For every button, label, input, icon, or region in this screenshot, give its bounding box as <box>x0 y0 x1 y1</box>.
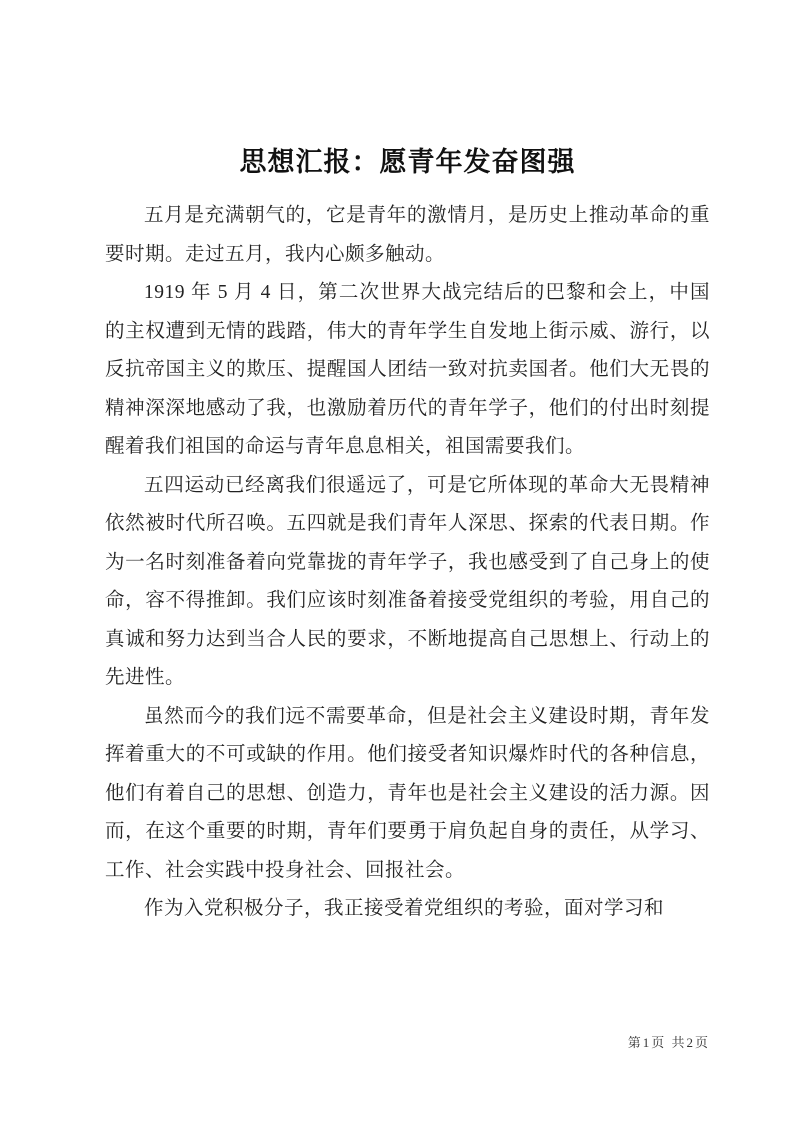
paragraph: 1919 年 5 月 4 日，第二次世界大战完结后的巴黎和会上，中国的主权遭到无情的践踏，伟大的青年学生自发地上街示威、游行，以反抗帝国主义的欺压、提醒国人团结一致对抗卖国者。他们大无畏的精神深深地感动了我，也激励着历代的青年学子，他们的付出时刻提醒着我们祖国的命运与青年息息相关，祖国需要我们。 <box>105 282 710 457</box>
paragraph: 五四运动已经离我们很遥远了，可是它所体现的革命大无畏精神依然被时代所召唤。五四就是我们青年人深思、探索的代表日期。作为一名时刻准备着向党靠拢的青年学子，我也感受到了自己身上的使命，容不得推卸。我们应该时刻准备着接受党组织的考验，用自己的真诚和努力达到当合人民的要求，不断地提高自己思想上、行动上的先进性。 <box>105 474 710 688</box>
paragraph: 作为入党积极分子，我正接受着党组织的考验，面对学习和 <box>144 898 665 919</box>
page-title: 思想汇报：愿青年发奋图强 <box>239 147 576 177</box>
document-content <box>105 140 710 929</box>
paragraph: 虽然而今的我们远不需要革命，但是社会主义建设时期，青年发挥着重大的不可或缺的作用。他们接受者知识爆炸时代的各种信息，他们有着自己的思想、创造力，青年也是社会主义建设的活力源。因而，在这个重要的时期，青年们要勇于肩负起自身的责任，从学习、工作、社会实践中投身社会、回报社会。 <box>105 705 710 881</box>
paragraph: 五月是充满朝气的，它是青年的激情月，是历史上推动革命的重要时期。走过五月，我内心颇多触动。 <box>105 205 710 265</box>
page-footer: 第1页 共2页 <box>627 1035 710 1050</box>
